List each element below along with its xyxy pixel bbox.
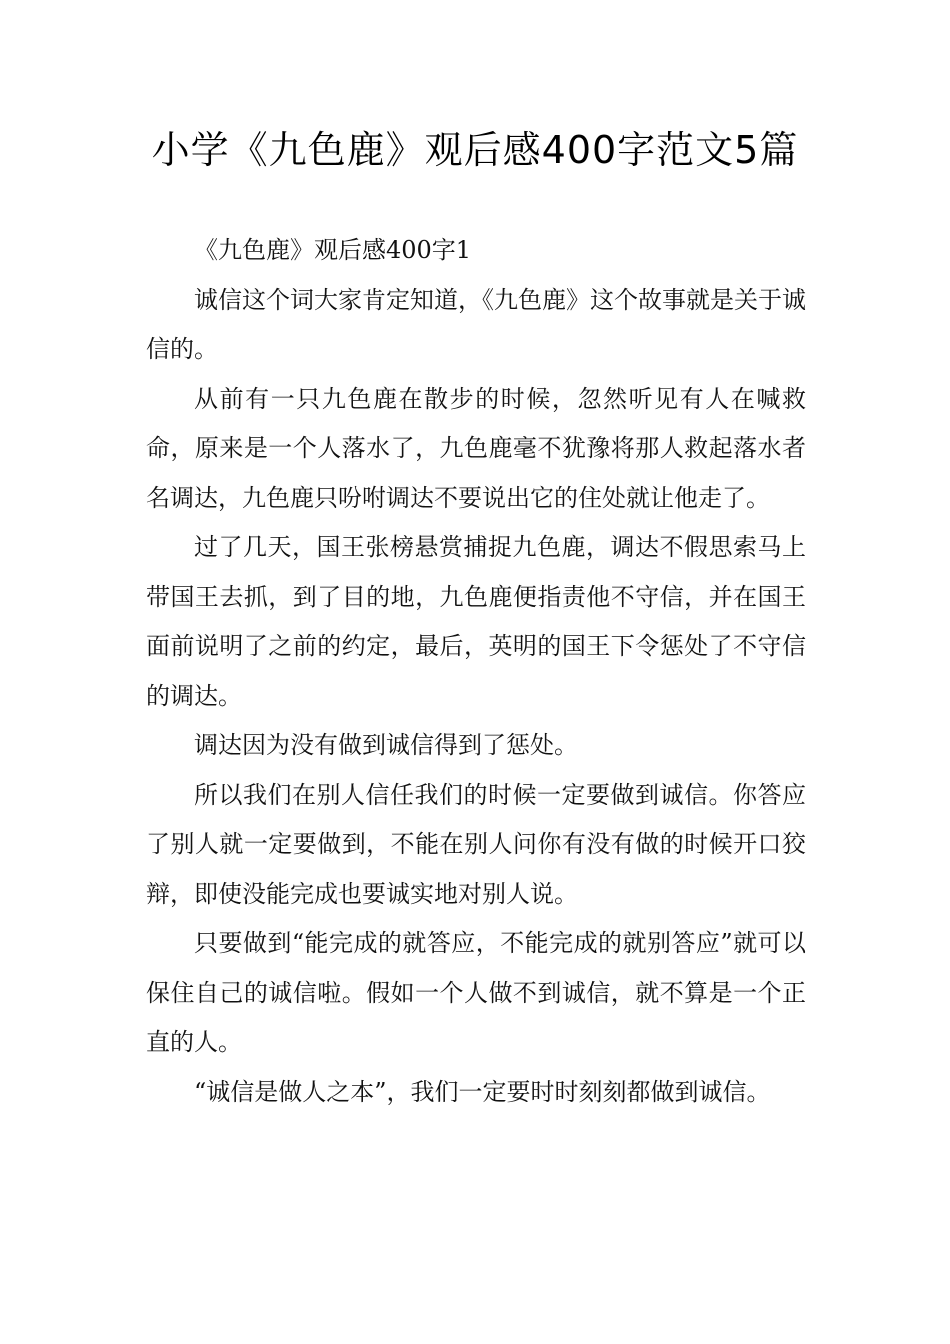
document-title: 小学《九色鹿》观后感400字范文5篇 — [151, 128, 799, 172]
section-heading: 《九色鹿》观后感400字1 — [194, 236, 472, 264]
paragraph: 调达因为没有做到诚信得到了惩处。 — [194, 731, 578, 759]
paragraph: “诚信是做人之本”，我们一定要时时刻刻都做到诚信。 — [194, 1077, 771, 1106]
paragraph: 从前有一只九色鹿在散步的时候，忽然听见有人在喊救命，原来是一个人落水了，九色鹿毫不犹豫将那人救起落水者名调达，九色鹿只吩咐调达不要说出它的住处就让他走了。 — [146, 384, 806, 512]
paragraph: 只要做到“能完成的就答应，不能完成的就别答应”就可以保住自己的诚信啦。假如一个人做不到诚信，就不算是一个正直的人。 — [146, 929, 806, 1056]
document-body — [146, 226, 806, 1117]
paragraph: 所以我们在别人信任我们的时候一定要做到诚信。你答应了别人就一定要做到，不能在别人问你有没有做的时候开口狡辩，即使没能完成也要诚实地对别人说。 — [146, 780, 806, 908]
paragraph: 过了几天，国王张榜悬赏捕捉九色鹿，调达不假思索马上带国王去抓，到了目的地，九色鹿便指责他不守信，并在国王面前说明了之前的约定，最后，英明的国王下令惩处了不守信的调达。 — [146, 533, 806, 710]
paragraph: 诚信这个词大家肯定知道，《九色鹿》这个故事就是关于诚信的。 — [146, 285, 806, 363]
